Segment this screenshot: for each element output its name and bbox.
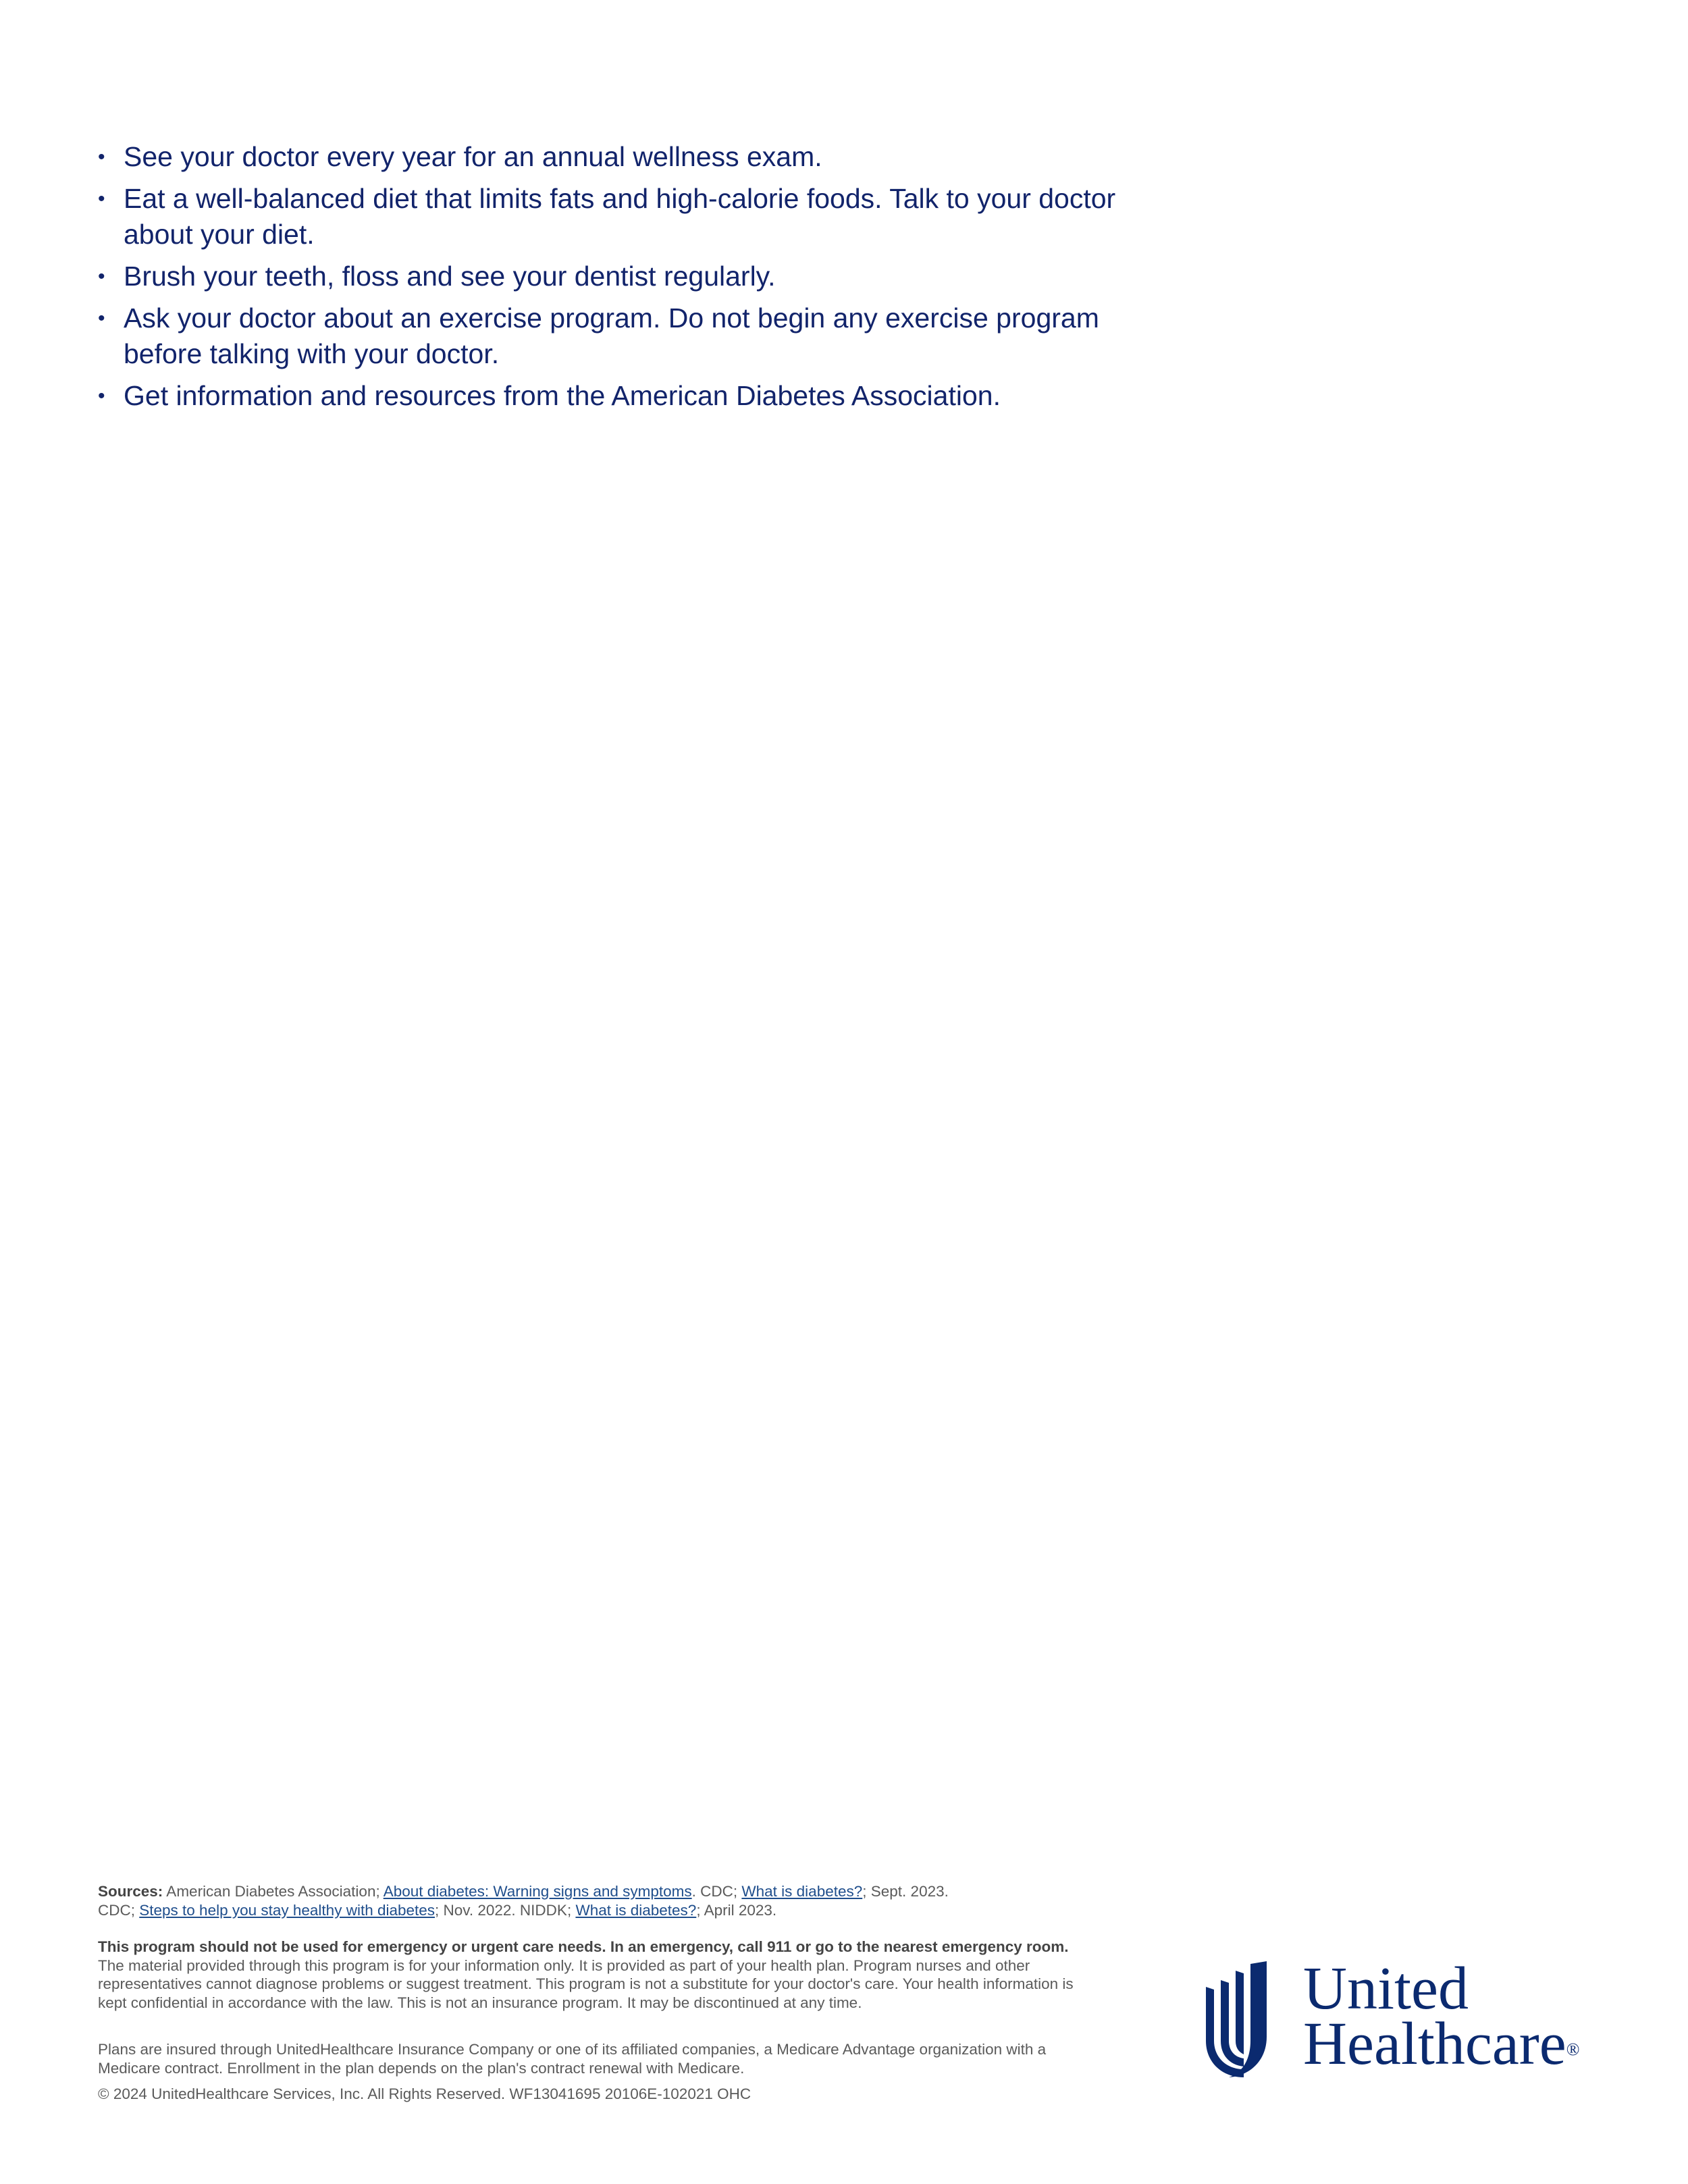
copyright: © 2024 UnitedHealthcare Services, Inc. All Rights Reserved. WF13041695 20106E-102021 OHC — [98, 2085, 751, 2102]
plans-note: Plans are insured through UnitedHealthcare Insurance Company or one of its affiliated companies, a Medicare Advantage organization with a Medicare contract. Enrollment in the plan depends on the plan's contract renewal with Medicare. — [98, 2041, 1047, 2077]
list-item: • See your doctor every year for an annual wellness exam. — [98, 139, 1124, 175]
link-what-is-diabetes-niddk[interactable]: What is diabetes? — [575, 1901, 697, 1919]
bullet-icon: • — [98, 307, 105, 329]
logo-line-united: United — [1303, 1955, 1469, 2022]
unitedhealthcare-logo — [1202, 1955, 1580, 2079]
tips-list — [98, 139, 1124, 420]
disclaimer — [98, 1938, 1084, 2012]
link-steps-healthy[interactable]: Steps to help you stay healthy with diabetes — [139, 1901, 436, 1919]
disclaimer-text: The material provided through this program is for your information only. It is provided as part of your health plan. Program nurses and other representatives cannot diagnose problems or suggest treatment. This program is not a substitute for your doctor's care. Your health information is kept confidential in accordance with the law. This is not an insurance program. It may be discontinued at any time. — [98, 1956, 1074, 2011]
logo-wordmark — [1303, 1955, 1580, 2077]
bullet-icon: • — [98, 265, 105, 288]
link-what-is-diabetes-cdc[interactable]: What is diabetes? — [741, 1883, 863, 1900]
bullet-icon: • — [98, 188, 105, 210]
link-about-diabetes[interactable]: About diabetes: Warning signs and symptoms — [383, 1883, 692, 1900]
sources-note: Sources: American Diabetes Association; About diabetes: Warning signs and symptoms. CDC; What is diabetes?; Sept. 2023. CDC; Steps to help you stay healthy with diabetes; Nov. 2022. NIDDK; What is diabetes?; April 2023. — [98, 1883, 949, 1919]
list-item: • Brush your teeth, floss and see your dentist regularly. — [98, 259, 1124, 294]
list-item: • Get information and resources from the American Diabetes Association. — [98, 378, 1124, 414]
list-item: • Eat a well-balanced diet that limits fats and high-calorie foods. Talk to your doctor about your diet. — [98, 181, 1124, 252]
list-item: • Ask your doctor about an exercise program. Do not begin any exercise program before talking with your doctor. — [98, 300, 1124, 372]
bullet-icon: • — [98, 385, 105, 407]
bullet-icon: • — [98, 146, 105, 168]
disclaimer-bold: This program should not be used for emergency or urgent care needs. In an emergency, call 911 or go to the nearest emergency room. — [98, 1938, 1069, 1955]
sources-label: Sources: — [98, 1883, 163, 1900]
logo-line-healthcare: Healthcare — [1303, 2010, 1566, 2077]
u-shield-icon — [1202, 1961, 1283, 2079]
registered-mark: ® — [1566, 2040, 1580, 2059]
